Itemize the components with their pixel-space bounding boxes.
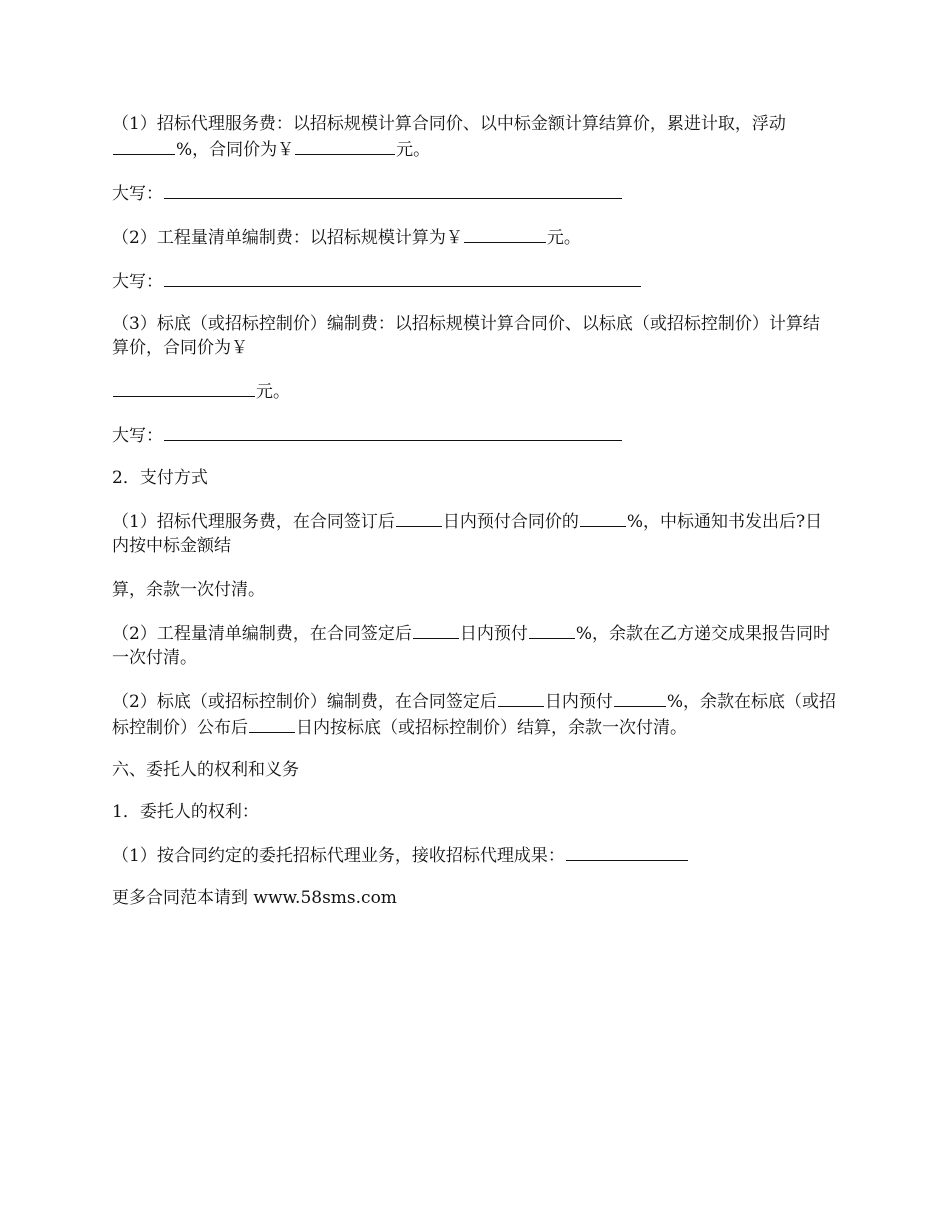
bill-fee-unit: 元。 <box>546 228 581 248</box>
daxie-blank <box>164 268 641 287</box>
footer-more-templates <box>112 886 836 910</box>
agency-payment-text-2: 日内预付合同价的 <box>442 512 579 532</box>
bill-price-blank <box>464 224 546 243</box>
paragraph-control-price-amount <box>112 378 836 404</box>
control-payment-text-2: 日内预付 <box>544 692 613 712</box>
control-price-fee-text: （3）标底（或招标控制价）编制费：以招标规模计算合同价、以标底（或招标控制价）计算结算价，合同价为￥ <box>112 314 820 358</box>
control-payment-text-3: %，余款在标底（或招标控制价）公布后 <box>112 692 836 738</box>
bill-fee-text: （2）工程量清单编制费：以招标规模计算为￥ <box>112 228 463 248</box>
daxie-label: 大写： <box>112 184 163 204</box>
paragraph-receive-results <box>112 842 836 868</box>
paragraph-bill-fee <box>112 224 836 250</box>
control-price-blank <box>113 378 255 397</box>
section-payment-title: 2．支付方式 <box>112 468 208 488</box>
paragraph-agency-fee-daxie <box>112 180 836 206</box>
daxie-label: 大写： <box>112 272 163 292</box>
agency-payment-text: （1）招标代理服务费，在合同签订后 <box>112 512 395 532</box>
float-percent-blank <box>113 136 175 155</box>
contract-page <box>112 112 836 928</box>
daxie-blank <box>164 422 622 441</box>
paragraph-bill-fee-daxie <box>112 268 836 294</box>
paragraph-control-price-payment <box>112 688 836 740</box>
receive-results-text: （1）按合同约定的委托招标代理业务，接收招标代理成果： <box>112 846 565 866</box>
agency-fee-percent-text: %，合同价为￥ <box>176 140 295 160</box>
subsection-client-rights: 1．委托人的权利： <box>112 802 259 822</box>
paragraph-bill-payment <box>112 620 836 670</box>
section-client-rights-title: 六、委托人的权利和义务 <box>112 760 299 780</box>
paragraph-control-price-daxie <box>112 422 836 448</box>
days-blank <box>249 714 295 733</box>
days-blank <box>498 688 544 707</box>
control-price-unit: 元。 <box>256 382 290 402</box>
agency-fee-unit: 元。 <box>396 140 431 160</box>
daxie-blank <box>164 180 622 199</box>
paragraph-control-price-fee <box>112 312 836 360</box>
percent-blank <box>614 688 666 707</box>
days-blank <box>396 508 442 527</box>
bill-payment-text-2: 日内预付 <box>459 624 528 644</box>
agency-fee-text: （1）招标代理服务费：以招标规模计算合同价、以中标金额计算结算价，累进计取，浮动 <box>112 114 786 134</box>
percent-blank <box>529 620 575 639</box>
footer-website-link[interactable]: www.58sms.com <box>253 888 397 908</box>
percent-blank <box>580 508 626 527</box>
days-blank <box>413 620 459 639</box>
results-blank <box>566 842 688 861</box>
contract-price-blank <box>295 136 395 155</box>
paragraph-agency-payment <box>112 508 836 558</box>
control-payment-text-4: 日内按标底（或招标控制价）结算，余款一次付清。 <box>296 718 687 738</box>
paragraph-agency-payment-cont: 算，余款一次付清。 <box>112 580 265 600</box>
agency-payment-text-3: %，中标通知书发出后?日内按中标金额结 <box>112 512 823 556</box>
control-payment-text: （2）标底（或招标控制价）编制费，在合同签定后 <box>112 692 497 712</box>
daxie-label: 大写： <box>112 426 163 446</box>
bill-payment-text: （2）工程量清单编制费，在合同签定后 <box>112 624 412 644</box>
footer-text: 更多合同范本请到 <box>112 888 254 908</box>
paragraph-agency-fee <box>112 112 836 162</box>
bill-payment-text-3: %，余款在乙方递交成果报告同时一次付清。 <box>112 624 830 668</box>
